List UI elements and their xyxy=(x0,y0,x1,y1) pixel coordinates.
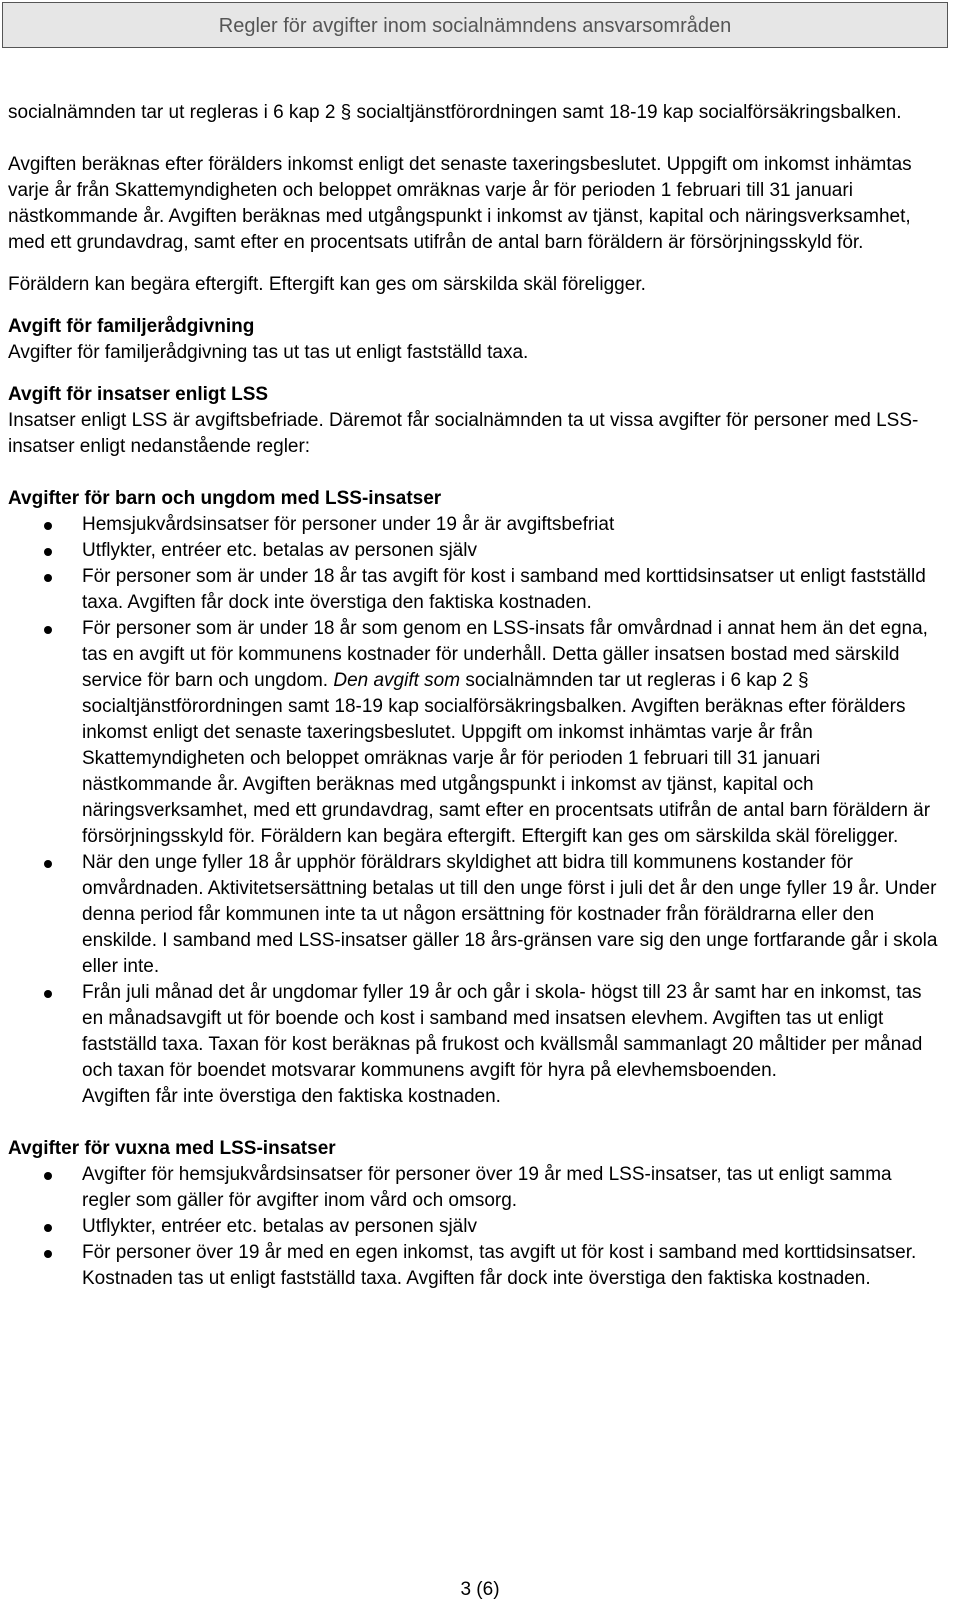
familj-heading: Avgift för familjerådgivning xyxy=(8,316,255,337)
list-item xyxy=(8,512,938,538)
list-item-text: socialnämnden tar ut regleras i 6 kap 2 § socialtjänstförordningen samt 18-19 kap socialförsäkringsbalken. Avgiften beräknas efter förälders inkomst enligt det senaste taxeringsbeslutet. Uppgift om inkomst inhämtas varje år från Skattemyndigheten och beloppet omräknas varje år för perioden 1 februari till 31 januari nästkommande år. Avgiften beräknas med utgångspunkt i inkomst av tjänst, kapital och näringsverksamhet, med ett grundavdrag, samt efter en procentsats utifrån de antal barn föräldern är försörjningsskyld för. Föräldern kan begära eftergift. Eftergift kan ges om särskilda skäl föreligger. xyxy=(82,670,931,847)
list-item-text: När den unge fyller 18 år upphör föräldrars skyldighet att bidra till kommunens kostander för omvårdnaden. Aktivitetsersättning betalas ut till den unge först i juli det år den unge fyller 19 år. Under denna period får kommunen inte ta ut någon ersättning för kostnader från föräldrarna eller den enskilde. I samband med LSS-insatser gäller 18 års-gränsen vare sig den unge fortfarande går i skola eller inte. xyxy=(82,852,938,977)
document-body xyxy=(8,100,938,1292)
list-item xyxy=(8,564,938,616)
lss-heading: Avgift för insatser enligt LSS xyxy=(8,384,269,405)
page-number: 3 (6) xyxy=(460,1579,500,1600)
list-item-text: För personer som är under 18 år tas avgift för kost i samband med korttidsinsatser ut enligt fastställd taxa. Avgiften får dock inte överstiga den faktiska kostnaden. xyxy=(82,566,926,613)
barn-heading: Avgifter för barn och ungdom med LSS-insatser xyxy=(8,488,442,509)
list-item xyxy=(8,980,938,1110)
list-item xyxy=(8,616,938,850)
italic-text: Den avgift som xyxy=(333,670,461,691)
list-item xyxy=(8,850,938,980)
list-item xyxy=(8,1162,938,1214)
intro-paragraph-2: Avgiften beräknas efter förälders inkomst enligt det senaste taxeringsbeslutet. Uppgift om inkomst inhämtas varje år från Skattemyndigheten och beloppet omräknas varje år för perioden 1 februari till 31 januari nästkommande år. Avgiften beräknas med utgångspunkt i inkomst av tjänst, kapital och näringsverksamhet, med ett grundavdrag, samt efter en procentsats utifrån de antal barn föräldern är försörjningsskyld för. xyxy=(8,154,912,253)
intro-paragraph-1: socialnämnden tar ut regleras i 6 kap 2 § socialtjänstförordningen samt 18-19 kap socialförsäkringsbalken. xyxy=(8,102,902,123)
list-item-text: För personer över 19 år med en egen inkomst, tas avgift ut för kost i samband med korttidsinsatser. Kostnaden tas ut enligt fastställd taxa. Avgiften får dock inte överstiga den faktiska kostnaden. xyxy=(82,1242,917,1289)
vuxna-list xyxy=(8,1162,938,1292)
familj-text: Avgifter för familjerådgivning tas ut tas ut enligt fastställd taxa. xyxy=(8,342,529,363)
list-item xyxy=(8,1240,938,1292)
barn-list xyxy=(8,512,938,1110)
list-item-text: Avgifter för hemsjukvårdsinsatser för personer över 19 år med LSS-insatser, tas ut enligt samma regler som gäller för avgifter inom vård och omsorg. xyxy=(82,1164,892,1211)
vuxna-heading: Avgifter för vuxna med LSS-insatser xyxy=(8,1138,336,1159)
page-header xyxy=(2,2,948,48)
list-item-text: Avgiften får inte överstiga den faktiska kostnaden. xyxy=(82,1086,501,1107)
lss-text: Insatser enligt LSS är avgiftsbefriade. Däremot får socialnämnden ta ut vissa avgifter för personer med LSS-insatser enligt nedanstående regler: xyxy=(8,410,919,457)
list-item-text: För personer som är under 18 år som genom en LSS-insats får omvårdnad i annat hem än det egna, tas en avgift ut för kommunens kostnader för underhåll. Detta gäller insatsen bostad med särskild service för barn och ungdom. xyxy=(82,618,928,691)
list-item xyxy=(8,1214,938,1240)
header-title: Regler för avgifter inom socialnämndens ansvarsområden xyxy=(218,15,732,37)
intro-paragraph-3: Föräldern kan begära eftergift. Eftergift kan ges om särskilda skäl föreligger. xyxy=(8,274,646,295)
list-item-text: Utflykter, entréer etc. betalas av personen själv xyxy=(82,1216,477,1237)
list-item xyxy=(8,538,938,564)
list-item-text: Utflykter, entréer etc. betalas av personen själv xyxy=(82,540,477,561)
list-item-text: Från juli månad det år ungdomar fyller 19 år och går i skola- högst till 23 år samt har en inkomst, tas en månadsavgift ut för boende och kost i samband med insatsen elevhem. Avgiften tas ut enligt fastställd taxa. Taxan för kost beräknas på frukost och kvällsmål sammanlagt 20 måltider per månad och taxan för boendet motsvarar kommunens avgift för hyra på elevhemsboenden. xyxy=(82,982,923,1081)
list-item-text: Hemsjukvårdsinsatser för personer under 19 år är avgiftsbefriat xyxy=(82,514,615,535)
